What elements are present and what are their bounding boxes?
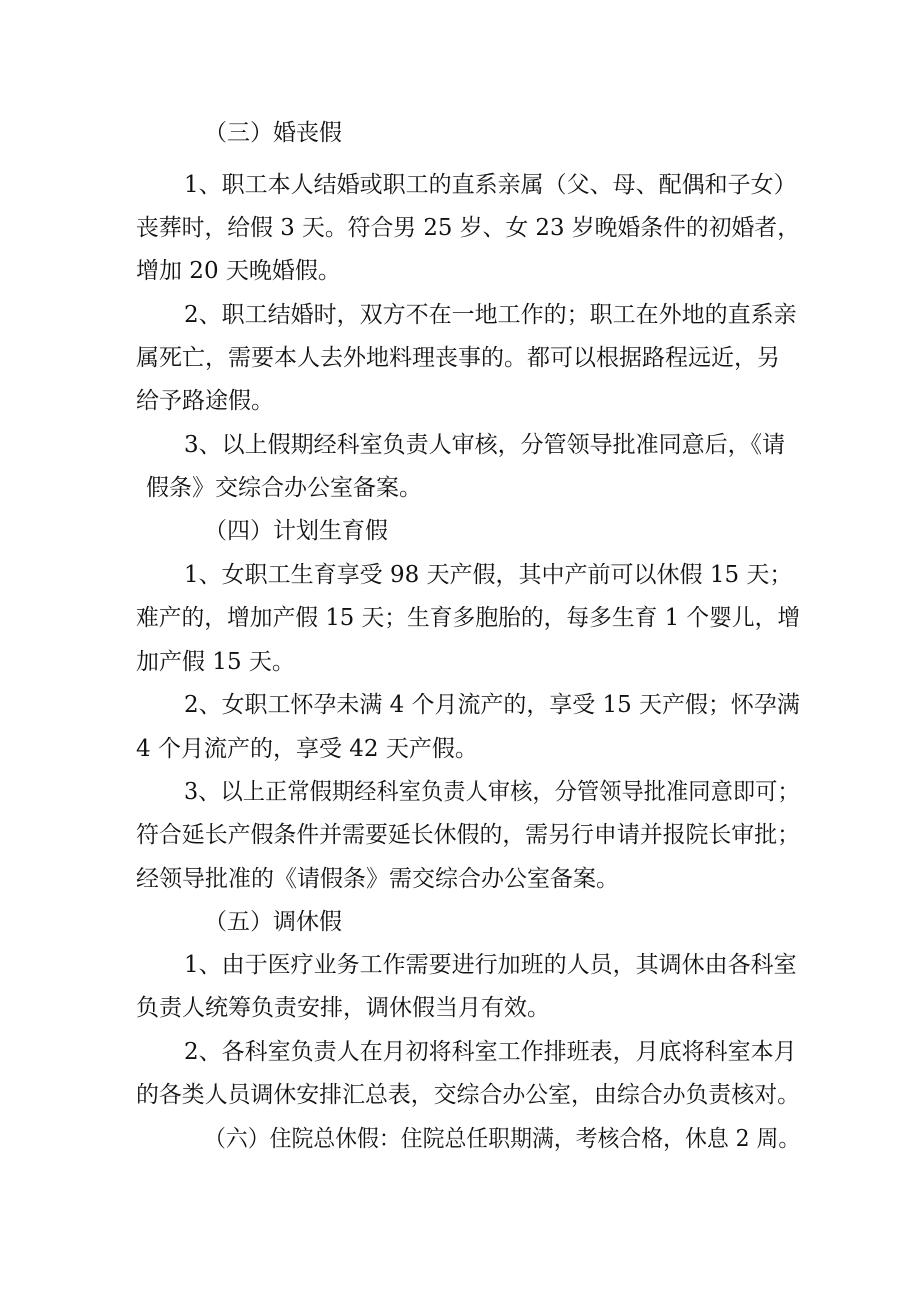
text-line: 1、女职工生育享受 98 天产假，其中产前可以休假 15 天； bbox=[184, 562, 793, 588]
heading-text: （五）调休假 bbox=[204, 909, 342, 935]
text-line: 增加 20 天晚婚假。 bbox=[136, 258, 341, 284]
heading-text: （六）住院总休假：住院总任职期满，考核合格，休息 2 周。 bbox=[204, 1126, 801, 1152]
text-line: 2、职工结婚时，双方不在一地工作的；职工在外地的直系亲 bbox=[184, 302, 797, 328]
text-line: 符合延长产假条件并需要延长休假的，需另行申请并报院长审批； bbox=[136, 822, 800, 848]
paragraph-line bbox=[0, 300, 920, 330]
section-heading bbox=[0, 907, 920, 937]
text-line: 1、职工本人结婚或职工的直系亲属（父、母、配偶和子女） bbox=[184, 172, 797, 198]
paragraph-line bbox=[0, 386, 920, 416]
text-line: 2、各科室负责人在月初将科室工作排班表，月底将科室本月 bbox=[184, 1039, 797, 1065]
paragraph-line bbox=[0, 1080, 920, 1110]
text-line: 丧葬时，给假 3 天。符合男 25 岁、女 23 岁晚婚条件的初婚者， bbox=[136, 215, 801, 241]
section-heading bbox=[0, 1124, 920, 1154]
paragraph-line bbox=[0, 993, 920, 1023]
text-line: 经领导批准的《请假条》需交综合办公室备案。 bbox=[136, 866, 619, 892]
paragraph-line bbox=[0, 734, 920, 764]
paragraph-line bbox=[0, 820, 920, 850]
paragraph-line bbox=[0, 473, 920, 503]
paragraph-line bbox=[0, 170, 920, 200]
paragraph-line bbox=[0, 560, 920, 590]
paragraph-line bbox=[0, 343, 920, 373]
paragraph-line bbox=[0, 603, 920, 633]
text-line: 难产的，增加产假 15 天；生育多胞胎的，每多生育 1 个婴儿，增 bbox=[136, 605, 801, 631]
section-heading bbox=[0, 516, 920, 546]
text-line: 加产假 15 天。 bbox=[136, 649, 295, 675]
text-line: 给予路途假。 bbox=[136, 388, 274, 414]
paragraph-line bbox=[0, 864, 920, 894]
text-line: 属死亡，需要本人去外地料理丧事的。都可以根据路程远近，另 bbox=[136, 345, 780, 371]
paragraph-line bbox=[0, 950, 920, 980]
paragraph-line bbox=[0, 430, 920, 460]
text-line: 负责人统筹负责安排，调休假当月有效。 bbox=[136, 995, 550, 1021]
paragraph-line bbox=[0, 213, 920, 243]
paragraph-line bbox=[0, 1037, 920, 1067]
text-line: 的各类人员调休安排汇总表，交综合办公室，由综合办负责核对。 bbox=[136, 1082, 800, 1108]
text-line: 3、以上正常假期经科室负责人审核，分管领导批准同意即可； bbox=[184, 779, 800, 805]
text-line: 假条》交综合办公室备案。 bbox=[146, 475, 422, 501]
paragraph-line bbox=[0, 256, 920, 286]
text-line: 2、女职工怀孕未满 4 个月流产的，享受 15 天产假；怀孕满 bbox=[184, 692, 800, 718]
text-line: 1、由于医疗业务工作需要进行加班的人员，其调休由各科室 bbox=[184, 952, 797, 978]
paragraph-line bbox=[0, 647, 920, 677]
heading-text: （四）计划生育假 bbox=[204, 518, 388, 544]
paragraph-line bbox=[0, 690, 920, 720]
section-heading bbox=[0, 118, 920, 148]
paragraph-line bbox=[0, 777, 920, 807]
heading-text: （三）婚丧假 bbox=[204, 120, 342, 146]
text-line: 3、以上假期经科室负责人审核，分管领导批准同意后，《请 bbox=[184, 432, 786, 458]
text-line: 4 个月流产的，享受 42 天产假。 bbox=[136, 736, 478, 762]
